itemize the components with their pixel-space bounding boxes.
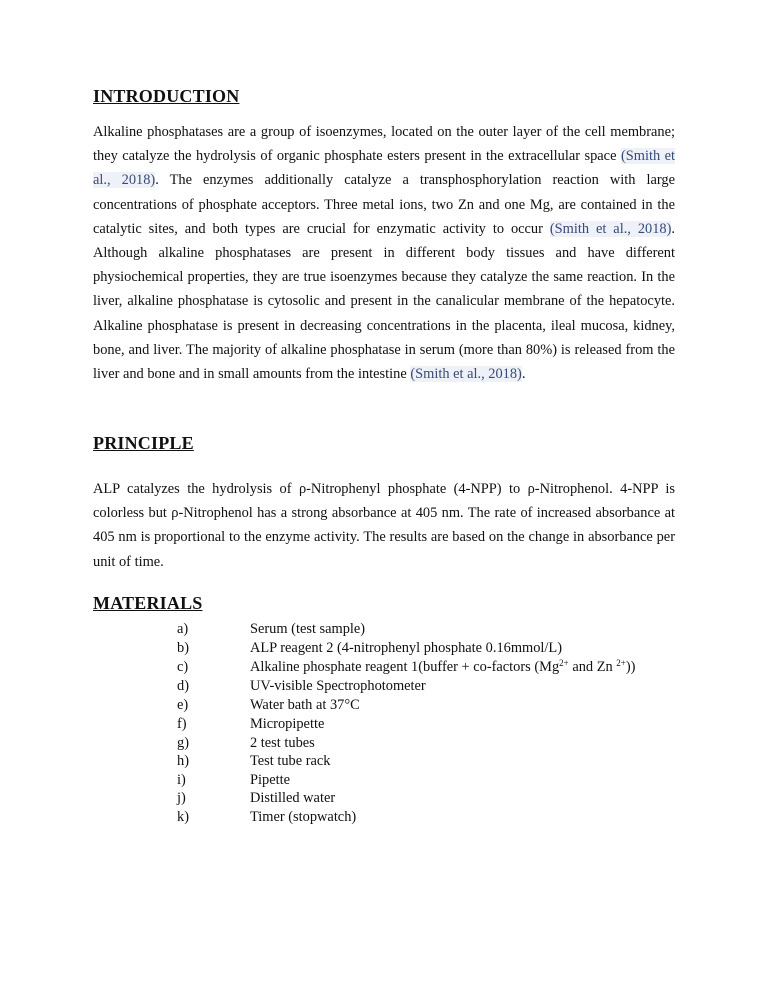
introduction-paragraph bbox=[93, 120, 675, 386]
principle-heading: PRINCIPLE bbox=[93, 433, 194, 453]
intro-text: . bbox=[521, 366, 526, 383]
introduction-heading: INTRODUCTION bbox=[93, 86, 240, 106]
citation-link[interactable]: (Smith et al., 2018) bbox=[93, 148, 676, 189]
materials-heading: MATERIALS bbox=[93, 593, 203, 613]
intro-text: . The enzymes additionally catalyze a transphosphorylation reaction with large concentrations of phosphate acceptors. Three metal ions, two Zn and one Mg, are contained in the catalytic sites, and both types are crucial for enzymatic activity to occur bbox=[93, 172, 675, 237]
intro-text: . Although alkaline phosphatases are present in different body tissues and have different physiochemical properties, they are true isoenzymes because they catalyze the same reaction. In the liver, alkaline phosphatase is cytosolic and present in the canalicular membrane of the hepatocyte. Alkaline phosphatase is present in decreasing concentrations in the placenta, ileal mucosa, kidney, bone, and liver. The majority of alkaline phosphatase in serum (more than 80%) is released from the liver and bone and in small amounts from the intestine bbox=[93, 220, 676, 383]
citation-link[interactable]: (Smith et al., 2018) bbox=[410, 366, 522, 383]
intro-text: Alkaline phosphatases are a group of isoenzymes, located on the outer layer of the cell membrane; they catalyze the hydrolysis of organic phosphate esters present in the extracellular space bbox=[93, 124, 675, 165]
citation-link[interactable]: (Smith et al., 2018) bbox=[549, 220, 672, 237]
principle-paragraph: ALP catalyzes the hydrolysis of ρ-Nitrophenyl phosphate (4-NPP) to ρ-Nitrophenol. 4-NPP is colorless but ρ-Nitrophenol has a strong absorbance at 405 nm. The rate of increased absorbance at 405 nm is proportional to the enzyme activity. The results are based on the change in absorbance per unit of time. bbox=[93, 481, 675, 570]
